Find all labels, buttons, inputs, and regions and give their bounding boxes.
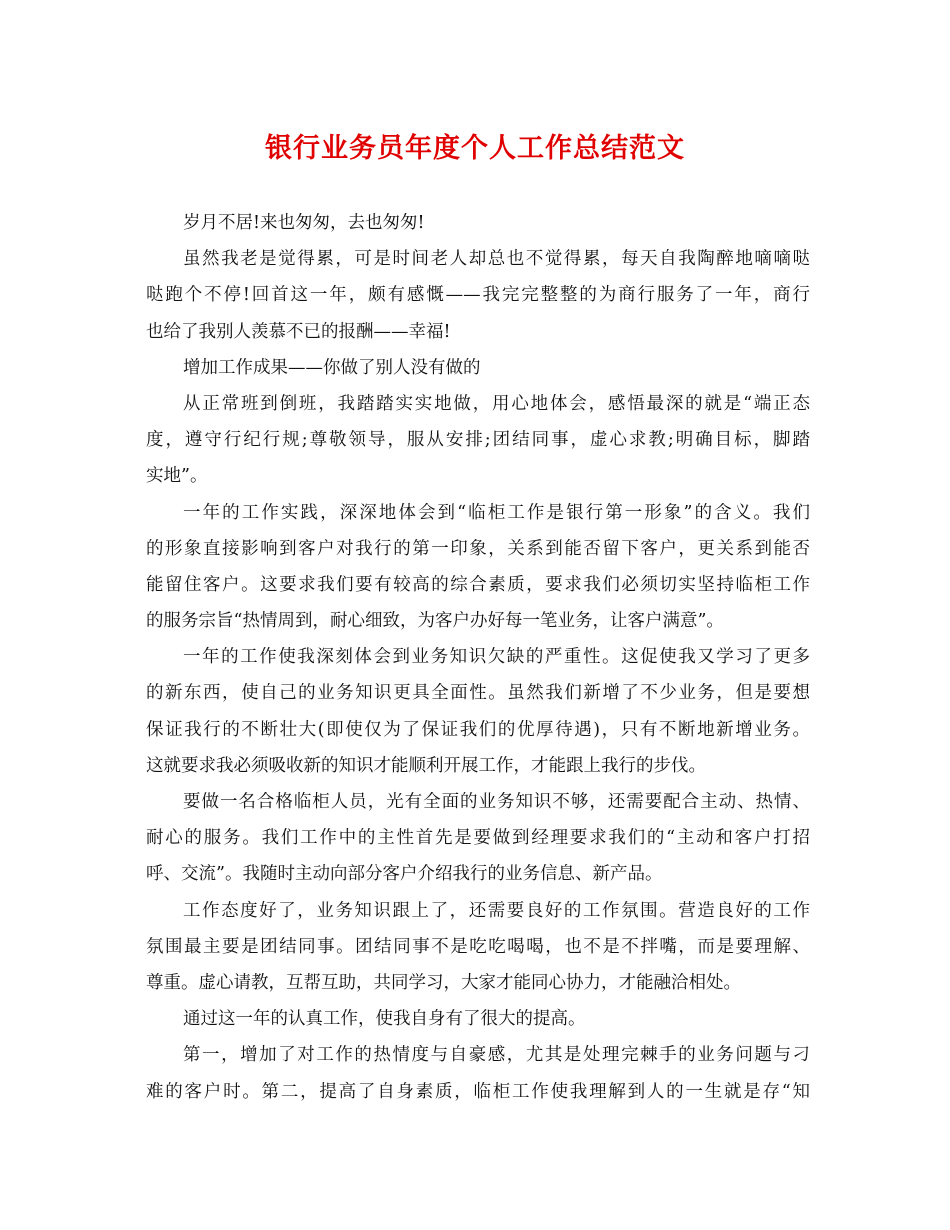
paragraph-line: 哒跑个不停!回首这一年，颇有感慨——我完完整整的为商行服务了一年，商行 (146, 285, 810, 306)
paragraph-line: 工作态度好了，业务知识跟上了，还需要良好的工作氛围。营造良好的工作 (183, 900, 810, 921)
paragraph-line: 要做一名合格临柜人员，光有全面的业务知识不够，还需要配合主动、热情、 (183, 792, 810, 812)
paragraph-line: 的新东西，使自己的业务知识更具全面性。虽然我们新增了不少业务，但是要想 (146, 683, 810, 704)
document-title: 银行业务员年度个人工作总结范文 (265, 133, 685, 164)
paragraph-line: 的服务宗旨“热情周到，耐心细致，为客户办好每一笔业务，让客户满意”。 (146, 611, 724, 632)
paragraph-line: 一年的工作使我深刻体会到业务知识欠缺的严重性。这促使我又学习了更多 (183, 647, 810, 668)
paragraph-line: 呼、交流”。我随时主动向部分客户介绍我行的业务信息、新产品。 (146, 864, 663, 885)
paragraph-line: 通过这一年的认真工作，使我自身有了很大的提高。 (183, 1009, 586, 1030)
paragraph-line: 虽然我老是觉得累，可是时间老人却总也不觉得累，每天自我陶醉地嘀嘀哒 (183, 249, 810, 270)
paragraph-line: 岁月不居!来也匆匆，去也匆匆! (183, 213, 425, 233)
paragraph-line: 难的客户时。第二，提高了自身素质，临柜工作使我理解到人的一生就是存“知 (146, 1081, 810, 1102)
paragraph-line: 增加工作成果——你做了别人没有做的 (183, 357, 481, 378)
paragraph-line: 氛围最主要是团结同事。团结同事不是吃吃喝喝，也不是不拌嘴，而是要理解、 (146, 936, 810, 957)
paragraph-line: 一年的工作实践，深深地体会到“临柜工作是银行第一形象”的含义。我们 (183, 502, 810, 523)
paragraph-line: 保证我行的不断壮大(即使仅为了保证我们的优厚待遇)，只有不断地新增业务。 (146, 719, 810, 740)
paragraph-line: 实地”。 (146, 466, 208, 487)
document-body (146, 205, 810, 1110)
paragraph-line: 从正常班到倒班，我踏踏实实地做，用心地体会，感悟最深的就是“端正态 (183, 393, 810, 414)
paragraph-line: 耐心的服务。我们工作中的主性首先是要做到经理要求我们的“主动和客户打招 (146, 828, 810, 849)
paragraph-line: 也给了我别人羡慕不已的报酬——幸福! (146, 321, 451, 342)
paragraph-line: 的形象直接影响到客户对我行的第一印象，关系到能否留下客户，更关系到能否 (146, 538, 810, 559)
paragraph-line: 能留住客户。这要求我们要有较高的综合素质，要求我们必须切实坚持临柜工作 (146, 574, 810, 595)
paragraph-line: 度，遵守行纪行规;尊敬领导，服从安排;团结同事，虚心求教;明确目标，脚踏 (146, 430, 810, 451)
paragraph-line: 第一，增加了对工作的热情度与自豪感，尤其是处理完棘手的业务问题与刁 (183, 1045, 810, 1066)
paragraph-line: 尊重。虚心请教，互帮互助，共同学习，大家才能同心协力，才能融洽相处。 (146, 972, 741, 993)
paragraph-line: 这就要求我必须吸收新的知识才能顺利开展工作，才能跟上我行的步伐。 (146, 755, 706, 776)
